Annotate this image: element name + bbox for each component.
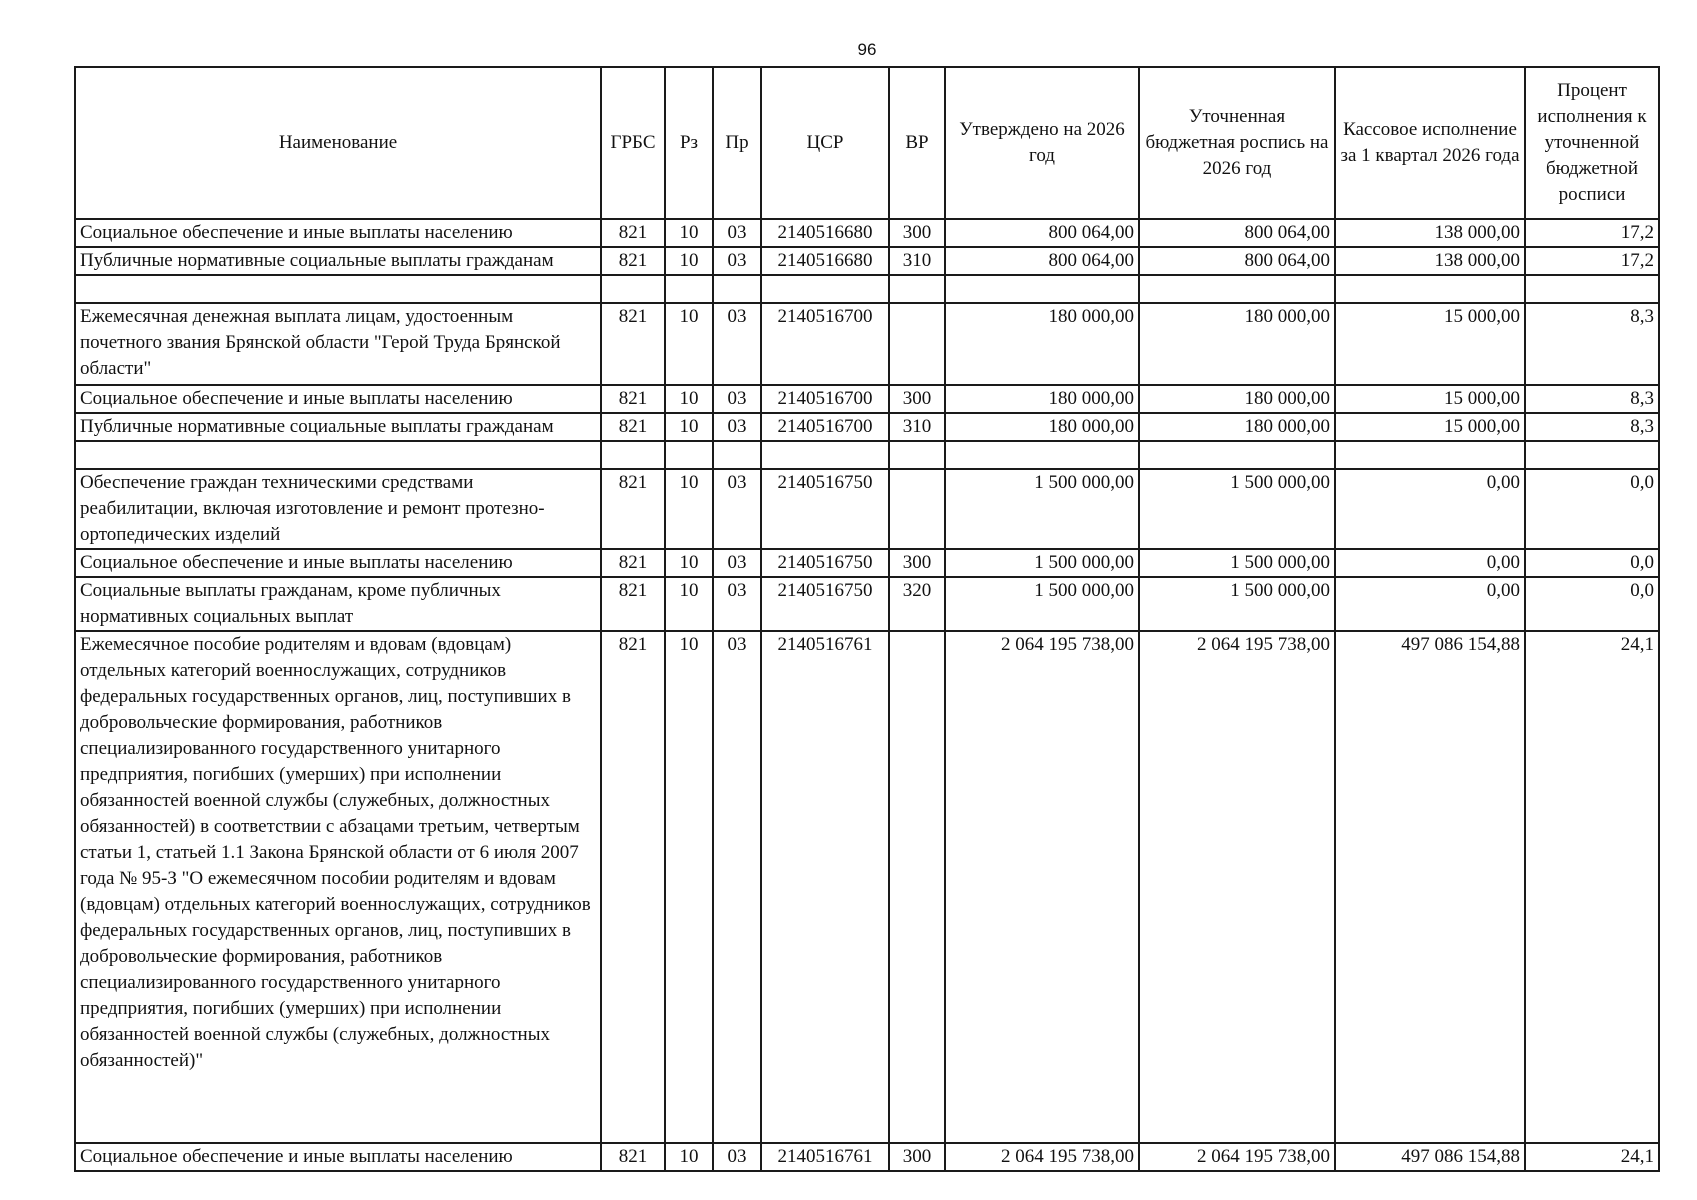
row-approved: 2 064 195 738,00	[945, 631, 1139, 1143]
header-refined: Уточненная бюджетная роспись на 2026 год	[1139, 67, 1335, 219]
row-vr: 300	[889, 385, 945, 413]
header-row	[75, 67, 1659, 219]
spacer-row	[75, 275, 1659, 303]
row-percent: 8,3	[1525, 413, 1659, 441]
row-pr: 03	[713, 385, 761, 413]
row-name: Социальное обеспечение и иные выплаты населению	[75, 385, 601, 413]
row-cash: 138 000,00	[1335, 219, 1525, 247]
row-grbs: 821	[601, 1143, 665, 1171]
row-rz: 10	[665, 631, 713, 1143]
row-pr: 03	[713, 631, 761, 1143]
row-refined: 800 064,00	[1139, 219, 1335, 247]
row-name: Социальное обеспечение и иные выплаты населению	[75, 1143, 601, 1171]
row-refined: 180 000,00	[1139, 385, 1335, 413]
row-grbs: 821	[601, 631, 665, 1143]
row-rz: 10	[665, 549, 713, 577]
table-row	[75, 1143, 1659, 1171]
table-row	[75, 549, 1659, 577]
header-grbs: ГРБС	[601, 67, 665, 219]
row-vr: 300	[889, 1143, 945, 1171]
row-cash: 497 086 154,88	[1335, 631, 1525, 1143]
row-grbs: 821	[601, 247, 665, 275]
row-csr: 2140516680	[761, 219, 889, 247]
row-csr: 2140516700	[761, 385, 889, 413]
row-refined: 1 500 000,00	[1139, 577, 1335, 631]
row-vr	[889, 303, 945, 385]
row-name: Социальное обеспечение и иные выплаты населению	[75, 219, 601, 247]
table-row	[75, 413, 1659, 441]
row-refined: 180 000,00	[1139, 303, 1335, 385]
row-approved: 2 064 195 738,00	[945, 1143, 1139, 1171]
header-name: Наименование	[75, 67, 601, 219]
row-percent: 0,0	[1525, 469, 1659, 549]
row-csr: 2140516761	[761, 1143, 889, 1171]
row-pr: 03	[713, 549, 761, 577]
row-csr: 2140516750	[761, 549, 889, 577]
row-rz: 10	[665, 577, 713, 631]
row-pr: 03	[713, 413, 761, 441]
row-refined: 1 500 000,00	[1139, 549, 1335, 577]
row-approved: 800 064,00	[945, 219, 1139, 247]
row-csr: 2140516700	[761, 413, 889, 441]
row-cash: 15 000,00	[1335, 303, 1525, 385]
row-approved: 800 064,00	[945, 247, 1139, 275]
row-refined: 2 064 195 738,00	[1139, 1143, 1335, 1171]
header-approved: Утверждено на 2026 год	[945, 67, 1139, 219]
row-vr: 310	[889, 247, 945, 275]
row-refined: 1 500 000,00	[1139, 469, 1335, 549]
row-approved: 180 000,00	[945, 385, 1139, 413]
row-pr: 03	[713, 469, 761, 549]
row-vr: 300	[889, 549, 945, 577]
header-percent: Процент исполнения к уточненной бюджетной росписи	[1525, 67, 1659, 219]
row-name: Публичные нормативные социальные выплаты гражданам	[75, 413, 601, 441]
row-grbs: 821	[601, 219, 665, 247]
row-cash: 497 086 154,88	[1335, 1143, 1525, 1171]
row-name: Обеспечение граждан техническими средствами реабилитации, включая изготовление и ремонт протезно-ортопедических изделий	[75, 469, 601, 549]
page-number: 96	[857, 40, 877, 59]
row-percent: 24,1	[1525, 631, 1659, 1143]
spacer-row	[75, 441, 1659, 469]
table-row	[75, 469, 1659, 549]
table-row	[75, 247, 1659, 275]
row-name: Публичные нормативные социальные выплаты гражданам	[75, 247, 601, 275]
row-rz: 10	[665, 219, 713, 247]
row-approved: 1 500 000,00	[945, 469, 1139, 549]
row-name: Социальное обеспечение и иные выплаты населению	[75, 549, 601, 577]
row-pr: 03	[713, 1143, 761, 1171]
row-name: Ежемесячное пособие родителям и вдовам (вдовцам) отдельных категорий военнослужащих, сотрудников федеральных государственных органов, лиц, поступивших в добровольческие формирования, работников специализированного государственного унитарного предприятия, погибших (умерших) при исполнении обязанностей военной службы (служебных, должностных обязанностей) в соответствии с абзацами третьим, четвертым статьи 1, статьей 1.1 Закона Брянской области от 6 июля 2007 года № 95-З "О ежемесячном пособии родителям и вдовам (вдовцам) отдельных категорий военнослужащих, сотрудников федеральных государственных органов, лиц, поступивших в добровольческие формирования, работников специализированного государственного унитарного предприятия, погибших (умерших) при исполнении обязанностей военной службы (служебных, должностных обязанностей)"	[75, 631, 601, 1143]
row-cash: 0,00	[1335, 577, 1525, 631]
table-row	[75, 631, 1659, 1143]
header-vr: ВР	[889, 67, 945, 219]
header-pr: Пр	[713, 67, 761, 219]
header-csr: ЦСР	[761, 67, 889, 219]
row-rz: 10	[665, 247, 713, 275]
row-grbs: 821	[601, 469, 665, 549]
row-vr: 320	[889, 577, 945, 631]
table-row	[75, 385, 1659, 413]
table-row	[75, 303, 1659, 385]
row-vr	[889, 469, 945, 549]
row-name: Социальные выплаты гражданам, кроме публичных нормативных социальных выплат	[75, 577, 601, 631]
row-vr: 300	[889, 219, 945, 247]
header-cash: Кассовое исполнение за 1 квартал 2026 года	[1335, 67, 1525, 219]
row-cash: 138 000,00	[1335, 247, 1525, 275]
row-approved: 180 000,00	[945, 303, 1139, 385]
row-csr: 2140516761	[761, 631, 889, 1143]
row-grbs: 821	[601, 577, 665, 631]
row-percent: 8,3	[1525, 385, 1659, 413]
row-pr: 03	[713, 247, 761, 275]
row-csr: 2140516680	[761, 247, 889, 275]
row-refined: 2 064 195 738,00	[1139, 631, 1335, 1143]
row-cash: 0,00	[1335, 469, 1525, 549]
row-rz: 10	[665, 385, 713, 413]
row-csr: 2140516700	[761, 303, 889, 385]
row-vr	[889, 631, 945, 1143]
row-approved: 180 000,00	[945, 413, 1139, 441]
row-csr: 2140516750	[761, 577, 889, 631]
row-grbs: 821	[601, 549, 665, 577]
row-percent: 0,0	[1525, 577, 1659, 631]
row-vr: 310	[889, 413, 945, 441]
row-pr: 03	[713, 303, 761, 385]
table-row	[75, 577, 1659, 631]
row-approved: 1 500 000,00	[945, 549, 1139, 577]
row-grbs: 821	[601, 303, 665, 385]
row-approved: 1 500 000,00	[945, 577, 1139, 631]
header-rz: Рз	[665, 67, 713, 219]
row-cash: 15 000,00	[1335, 385, 1525, 413]
row-csr: 2140516750	[761, 469, 889, 549]
row-refined: 180 000,00	[1139, 413, 1335, 441]
row-percent: 24,1	[1525, 1143, 1659, 1171]
row-percent: 8,3	[1525, 303, 1659, 385]
row-refined: 800 064,00	[1139, 247, 1335, 275]
row-cash: 0,00	[1335, 549, 1525, 577]
row-pr: 03	[713, 577, 761, 631]
row-rz: 10	[665, 1143, 713, 1171]
row-name: Ежемесячная денежная выплата лицам, удостоенным почетного звания Брянской области "Герой Труда Брянской области"	[75, 303, 601, 385]
row-grbs: 821	[601, 413, 665, 441]
row-percent: 17,2	[1525, 219, 1659, 247]
row-rz: 10	[665, 469, 713, 549]
budget-table	[74, 66, 1660, 1172]
row-pr: 03	[713, 219, 761, 247]
row-cash: 15 000,00	[1335, 413, 1525, 441]
table-row	[75, 219, 1659, 247]
row-percent: 0,0	[1525, 549, 1659, 577]
row-rz: 10	[665, 413, 713, 441]
row-rz: 10	[665, 303, 713, 385]
row-percent: 17,2	[1525, 247, 1659, 275]
row-grbs: 821	[601, 385, 665, 413]
